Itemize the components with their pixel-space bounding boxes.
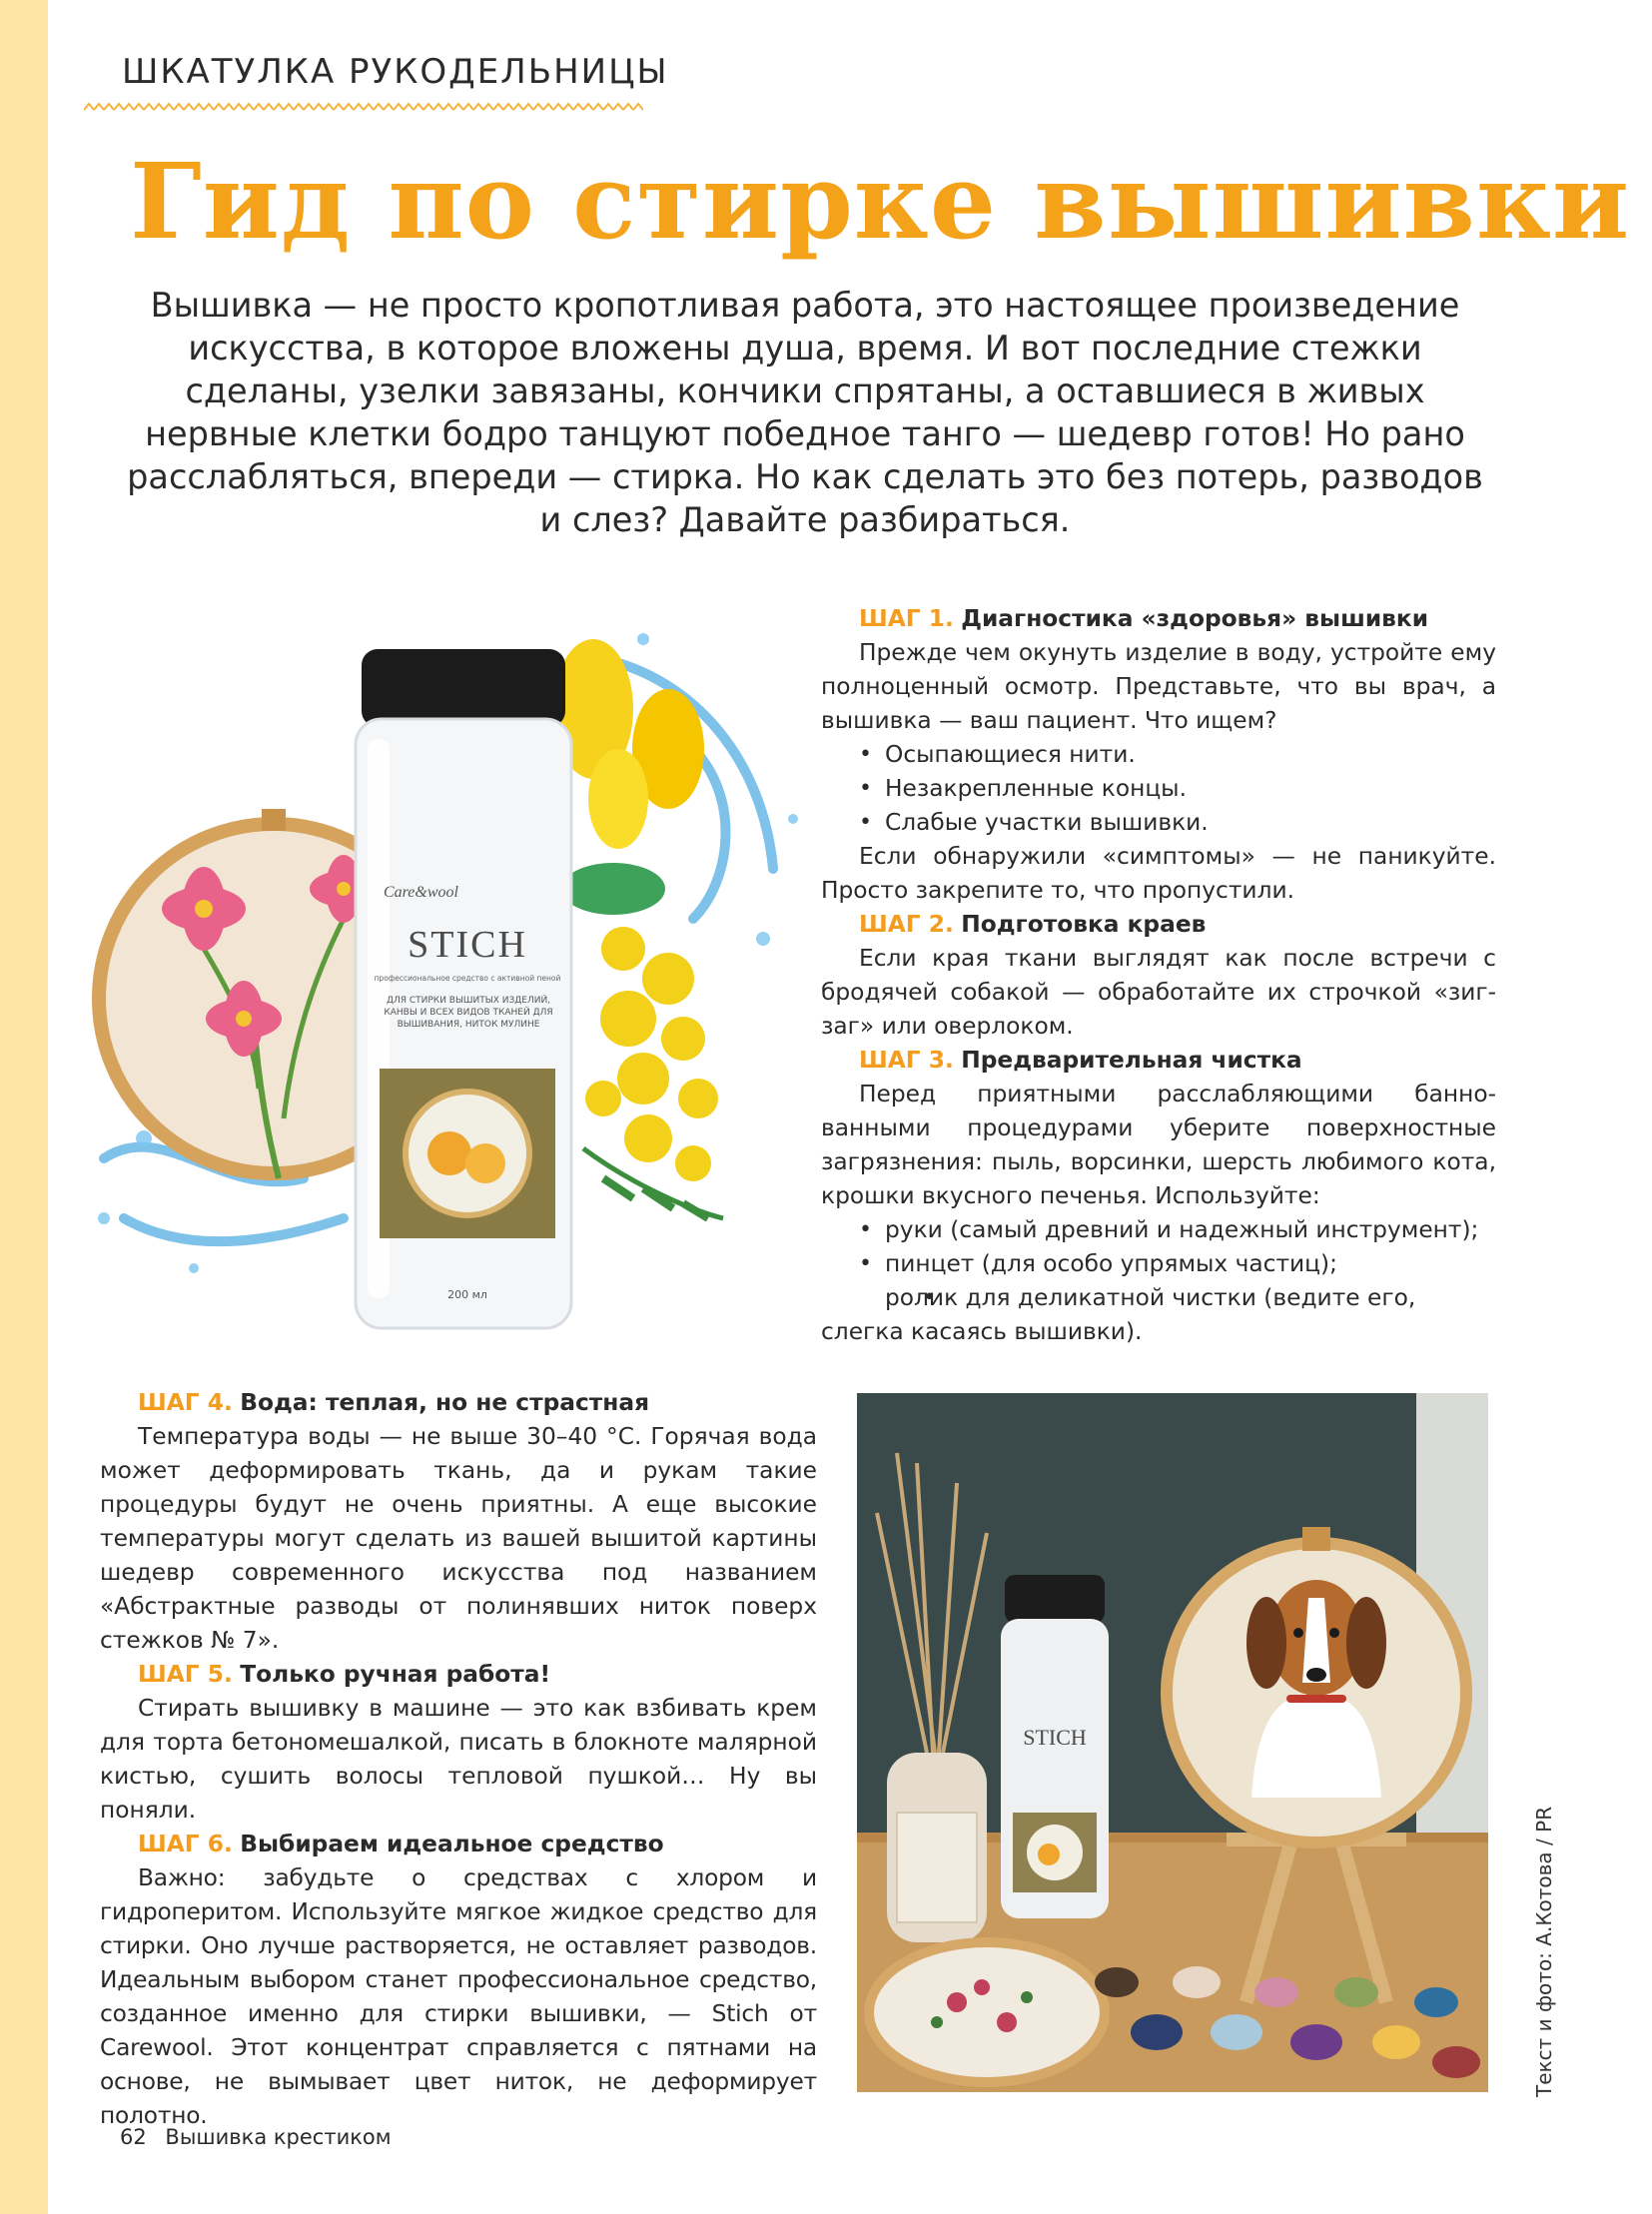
bottle-brand: Care&wool xyxy=(384,884,458,901)
step-1-outro: Если обнаружили «симптомы» — не паникуйте. Просто закрепите то, что пропустили. xyxy=(821,843,1496,904)
product-photo xyxy=(857,1393,1488,2092)
rubric-zigzag-divider xyxy=(84,100,643,114)
step-4-title: Вода: теплая, но не страстная xyxy=(240,1389,650,1416)
floral-embroidery-hoop xyxy=(869,1942,1105,2082)
step-1-bullet: • Осыпающиеся нити. xyxy=(821,738,1496,772)
steps-column-right xyxy=(821,602,1496,1349)
left-color-stripe xyxy=(0,0,48,2214)
product-illustration xyxy=(84,619,823,1358)
page-footer xyxy=(120,2125,392,2149)
step-1-heading xyxy=(859,602,1496,636)
step-6-heading xyxy=(138,1828,817,1861)
step-5-title: Только ручная работа! xyxy=(240,1661,551,1688)
bottle-subtitle: профессиональное средство с активной пеной xyxy=(374,974,561,983)
bottle-purpose: ДЛЯ СТИРКИ ВЫШИТЫХ ИЗДЕЛИЙ, КАНВЫ И ВСЕХ ВИДОВ ТКАНЕЙ ДЛЯ ВЫШИВАНИЯ, НИТОК МУЛИНЕ xyxy=(384,996,553,1030)
step-1-intro: Прежде чем окунуть изделие в воду, устройте ему полноценный осмотр. Представьте, что вы врач, а вышивка — ваш пациент. Что ищем? xyxy=(821,639,1496,734)
step-4-text: Температура воды — не выше 30–40 °С. Горячая вода может деформировать ткань, да и рукам такие процедуры будут не очень приятны. А еще высокие температуры могут сделать из вашей вышитой картины шедевр современного искусства под названием «Абстрактные разводы от полинявших ниток поверх стежков № 7». xyxy=(100,1423,817,1654)
step-2-text: Если края ткани выглядят как после встречи с бродячей собакой — обработайте их строчкой «зиг-заг» или оверлоком. xyxy=(821,945,1496,1040)
step-1-number: ШАГ 1. xyxy=(859,605,954,632)
step-3-bullet: • ролик для деликатной чистки (ведите его, слегка касаясь вышивки). xyxy=(821,1281,1496,1349)
step-6-number: ШАГ 6. xyxy=(138,1831,233,1857)
step-3-heading xyxy=(859,1044,1496,1078)
step-2-number: ШАГ 2. xyxy=(859,911,954,938)
article-title: Гид по стирке вышивки xyxy=(130,140,1631,263)
step-1-bullet: • Незакрепленные концы. xyxy=(821,772,1496,806)
step-3-bullet: • руки (самый древний и надежный инструмент); xyxy=(821,1213,1496,1247)
step-3-bullet-list xyxy=(821,1213,1496,1349)
step-3-number: ШАГ 3. xyxy=(859,1047,954,1074)
bottle-product-name: STICH xyxy=(408,924,527,966)
stich-bottle-photo xyxy=(1001,1575,1109,1918)
step-5-text: Стирать вышивку в машине — это как взбивать крем для торта бетономешалкой, писать в блокноте малярной кистью, сушить волосы тепловой пушкой… Ну вы поняли. xyxy=(100,1695,817,1824)
mimosa-flowers xyxy=(553,639,723,1218)
step-1-title: Диагностика «здоровья» вышивки xyxy=(961,605,1429,632)
photo-bottle-name: STICH xyxy=(1023,1725,1087,1750)
step-6-text: Важно: забудьте о средствах с хлором и гидроперитом. Используйте мягкое жидкое средство для стирки. Оно лучше растворяется, не оставляет разводов. Идеальным выбором станет профессиональное средство, созданное именно для стирки вышивки, — Stich от Carewool. Этот концентрат справляется с пятнами на основе, не вымывает цвет ниток, не деформирует полотно. xyxy=(100,1864,817,2129)
photo-credit: Текст и фото: А.Котова / PR xyxy=(1532,1806,1556,2097)
steps-column-left xyxy=(100,1386,817,2133)
step-2-heading xyxy=(859,908,1496,942)
step-6-title: Выбираем идеальное средство xyxy=(240,1831,664,1857)
step-4-number: ШАГ 4. xyxy=(138,1389,233,1416)
lead-paragraph: Вышивка — не просто кропотливая работа, это настоящее произведение искусства, в которое вложены душа, время. И вот последние стежки сделаны, узелки завязаны, кончики спрятаны, а оставшиеся в живых нервные клетки бодро танцуют победное танго — шедевр готов! Но рано расслабляться, впереди — стирка. Но как сделать это без потерь, разводов и слез? Давайте разбираться. xyxy=(127,286,1483,539)
step-5-heading xyxy=(138,1658,817,1692)
step-3-title: Предварительная чистка xyxy=(961,1047,1302,1074)
step-3-text: Перед приятными расслабляющими банно-ванными процедурами уберите поверхностные загрязнения: пыль, ворсинки, шерсть любимого кота, крошки вкусного печенья. Используйте: xyxy=(821,1081,1496,1209)
step-3-bullet: • пинцет (для особо упрямых частиц); xyxy=(821,1247,1496,1281)
step-1-bullet-list xyxy=(821,738,1496,840)
stich-bottle xyxy=(356,649,571,1328)
bottle-volume: 200 мл xyxy=(447,1288,487,1301)
section-rubric: ШКАТУЛКА РУКОДЕЛЬНИЦЫ xyxy=(122,52,669,92)
page-number: 62 xyxy=(120,2125,147,2149)
step-4-heading xyxy=(138,1386,817,1420)
magazine-name: Вышивка крестиком xyxy=(165,2125,392,2149)
step-1-bullet: • Слабые участки вышивки. xyxy=(821,806,1496,840)
step-2-title: Подготовка краев xyxy=(961,911,1207,938)
step-5-number: ШАГ 5. xyxy=(138,1661,233,1688)
